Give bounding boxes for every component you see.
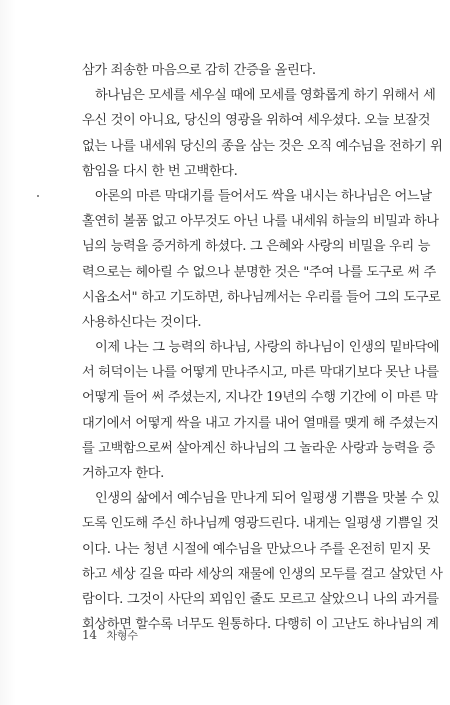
text-line: 이제 나는 그 능력의 하나님, 사랑의 하나님이 인생의 밑바닥에 [95, 340, 440, 356]
text-line: 없는 나를 내세워 당신의 종을 삼는 것은 오직 예수님을 전하기 위 [82, 138, 443, 154]
text-line: 사용하신다는 것이다. [82, 314, 202, 330]
text-line: 회상하면 할수록 너무도 원통하다. 다행히 이 고난도 하나님의 계 [82, 617, 439, 633]
text-line: 시옵소서" 하고 기도하면, 하나님께서는 우리를 들어 그의 도구로 [82, 289, 441, 305]
text-line: 삼가 죄송한 마음으로 감히 간증을 올린다. [82, 63, 316, 78]
text-line: 서 허덕이는 나를 어떻게 만나주시고, 마른 막대기보다 못난 나를 [82, 365, 439, 381]
text-line: 거하고자 한다. [82, 466, 165, 481]
text-line: 하고 세상 길을 따라 세상의 재물에 인생의 모두를 걸고 살았던 사 [82, 566, 443, 582]
text-line: 를 고백함으로써 살아계신 하나님의 그 놀라운 사랑과 능력을 증 [82, 440, 435, 456]
text-line: 홀연히 볼품 없고 아무것도 아닌 나를 내세워 하늘의 비밀과 하나 [82, 214, 439, 230]
text-line: 아론의 마른 막대기를 들어서도 싹을 내시는 하나님은 어느날 [95, 188, 432, 204]
page-number: 14 [82, 628, 97, 642]
text-line: 이다. 나는 청년 시절에 예수님을 만났으나 주를 온전히 믿지 못 [82, 541, 431, 557]
text-line: 도록 인도해 주신 하나님께 영광드린다. 내게는 일평생 기쁨일 것 [82, 516, 439, 532]
page-footer [82, 627, 138, 644]
margin-dot [37, 195, 39, 197]
author-name: 차형수 [106, 629, 138, 642]
text-line: 우신 것이 아니요, 당신의 영광을 위하여 세우셨다. 오늘 보잘것 [82, 113, 431, 129]
body-text [82, 58, 443, 637]
text-line: 님의 능력을 증거하게 하셨다. 그 은혜와 사랑의 비밀을 우리 능 [82, 239, 431, 255]
text-line: 대기에서 어떻게 싹을 내고 가지를 내어 열매를 맺게 해 주셨는지 [82, 415, 439, 431]
text-line: 인생의 삶에서 예수님을 만나게 되어 일평생 기쁨을 맛볼 수 있 [95, 491, 440, 507]
text-line: 어떻게 들어 써 주셨는지, 지나간 19년의 수행 기간에 이 마른 막 [82, 390, 438, 406]
text-line: 함임을 다시 한 번 고백한다. [82, 163, 238, 179]
text-line: 람이다. 그것이 사단의 꾀임인 줄도 모르고 살았으니 나의 과거를 [82, 591, 439, 607]
text-line: 하나님은 모세를 세우실 때에 모세를 영화롭게 하기 위해서 세 [95, 88, 436, 104]
text-line: 력으로는 헤아릴 수 없으나 분명한 것은 "주여 나를 도구로 써 주 [82, 264, 436, 280]
